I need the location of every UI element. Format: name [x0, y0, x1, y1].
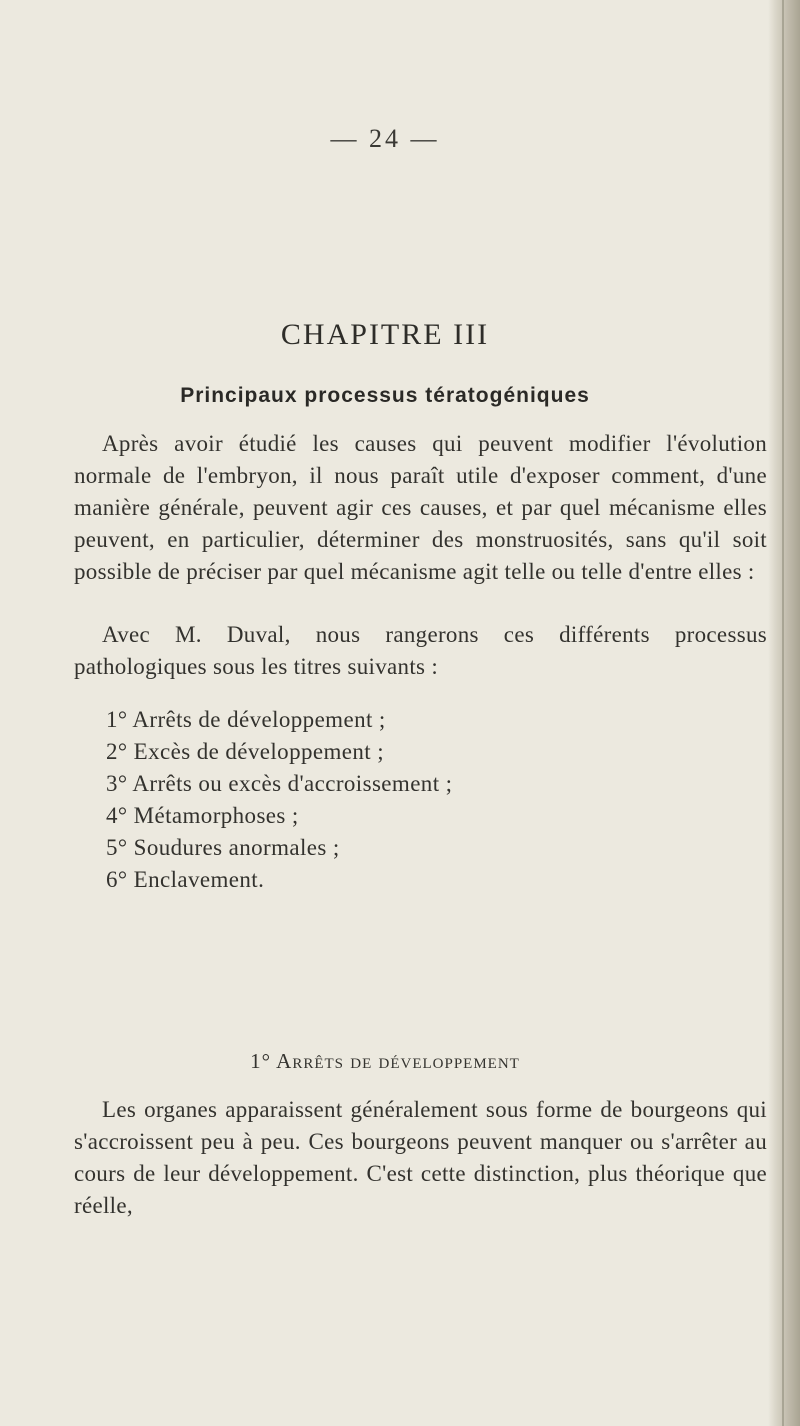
paragraph-organes	[74, 1094, 767, 1222]
paragraph-duval-text: Avec M. Duval, nous rangerons ces différents processus pathologiques sous les titres suivants :	[74, 622, 767, 679]
page-number: — 24 —	[330, 124, 440, 153]
section-heading: 1° Arrêts de développement	[250, 1049, 520, 1073]
list-item: 2° Excès de développement ;	[106, 739, 385, 764]
list-item: 6° Enclavement.	[106, 867, 265, 892]
paragraph-intro	[74, 428, 767, 588]
process-list	[106, 704, 452, 896]
chapter-title: CHAPITRE III	[280, 318, 490, 351]
chapter-subtitle: Principaux processus tératogéniques	[180, 384, 590, 407]
list-item: 1° Arrêts de développement ;	[106, 707, 386, 732]
paragraph-intro-text: Après avoir étudié les causes qui peuvent modifier l'évolution normale de l'embryon, il nous paraît utile d'exposer comment, d'une manière générale, peuvent agir ces causes, et par quel mécanisme elles peuvent, en particulier, déterminer des monstruosités, sans qu'il soit possible de préciser par quel mécanisme agit telle ou telle d'entre elles :	[74, 431, 767, 584]
list-item: 4° Métamorphoses ;	[106, 803, 299, 828]
page-edge-shadow	[768, 0, 800, 1426]
list-item: 5° Soudures anormales ;	[106, 835, 340, 860]
paragraph-duval	[74, 619, 767, 683]
paragraph-organes-text: Les organes apparaissent généralement sous forme de bourgeons qui s'accroissent peu à peu. Ces bourgeons peuvent manquer ou s'arrêter au cours de leur développement. C'est cette distinction, plus théorique que réelle,	[74, 1097, 767, 1218]
binding-line	[782, 0, 784, 1426]
list-item: 3° Arrêts ou excès d'accroissement ;	[106, 771, 453, 796]
